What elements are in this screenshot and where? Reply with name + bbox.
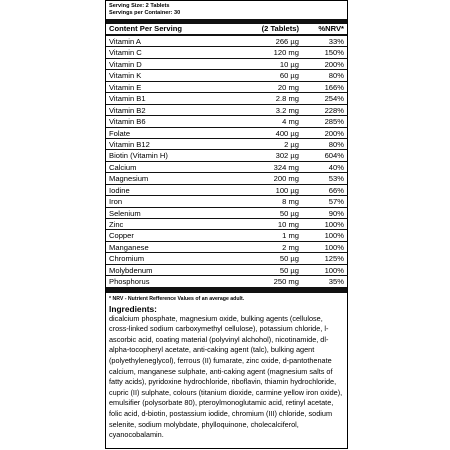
nutrient-nrv: 100%: [324, 265, 344, 275]
serving-info: [106, 1, 347, 17]
nutrient-amount: 8 mg: [282, 197, 299, 207]
nutrient-amount: 266 µg: [275, 37, 299, 46]
nutrient-name: Iron: [109, 197, 123, 207]
nutrient-amount: 1 mg: [282, 231, 299, 241]
nutrient-name: Zinc: [109, 220, 124, 229]
table-row: [106, 47, 347, 58]
table-row: [106, 162, 347, 173]
nutrient-amount: 324 mg: [273, 162, 299, 172]
ingredients-text: dicalcium phosphate, magnesium oxide, bulking agents (cellulose, cross-linked sodium carboxymethyl cellulose), potassium chloride, l-ascorbic acid, coating material (polyvinyl alchohol), nicotinamide, dl-alpha-tocopheryl acetate, anti-caking agent (talc), bulking agent (polyethyleneglycol), ferrous (II) fumarate, zinc oxide, d-pantothenate calcium, manganese sulphate, anti-caking agent (magnesium salts of fatty acids), pyridoxine hydrochloride, riboflavin, thiamin hydrochloride, cupric (II) sulphate, colours (titanium dioxide, carmine yellow iron oxide), emulsifier (polysorbate 80), pteroylmonoglutamic acid, retinyl acetate, folic acid, d-biotin, postassium iodide, chromium (III) chloride, sodium selenite, sodium molybdate, phylloquinone, cholecalciferol, cyanocobalamin.: [109, 313, 343, 440]
table-row: [106, 253, 347, 264]
nutrient-nrv: 33%: [328, 37, 344, 46]
nutrient-amount: 10 µg: [279, 59, 299, 69]
nutrient-amount: 50 µg: [279, 254, 299, 264]
nutrient-nrv: 100%: [324, 231, 344, 241]
nutrient-table: [106, 36, 347, 288]
nutrient-name: Biotin (Vitamin H): [109, 151, 168, 161]
nutrient-amount: 3.2 mg: [275, 105, 299, 115]
nutrient-name: Vitamin C: [109, 48, 142, 58]
nutrient-nrv: 57%: [328, 197, 344, 207]
nutrient-nrv: 80%: [328, 71, 344, 81]
nutrient-nrv: 100%: [324, 220, 344, 229]
nutrient-name: Calcium: [109, 162, 137, 172]
nutrient-amount: 60 µg: [279, 71, 299, 81]
nutrient-nrv: 66%: [328, 185, 344, 195]
table-row: [106, 93, 347, 104]
header-amount: (2 Tablets): [261, 24, 299, 33]
table-row: [106, 173, 347, 184]
nutrient-name: Vitamin B12: [109, 139, 150, 149]
table-row: [106, 82, 347, 93]
nutrient-nrv: 228%: [324, 105, 344, 115]
nutrient-amount: 250 mg: [273, 277, 299, 287]
nutrient-name: Vitamin A: [109, 37, 141, 46]
table-row: [106, 70, 347, 81]
supplement-facts-panel: [105, 0, 348, 449]
nutrient-nrv: 166%: [324, 82, 344, 92]
table-row: [106, 59, 347, 70]
nutrient-nrv: 100%: [324, 242, 344, 252]
table-row: [106, 185, 347, 196]
serving-size: Serving Size: 2 Tablets: [109, 3, 170, 9]
nutrient-name: Manganese: [109, 242, 149, 252]
nutrient-name: Vitamin D: [109, 59, 142, 69]
nutrient-nrv: 254%: [324, 94, 344, 104]
nutrient-amount: 10 mg: [277, 220, 299, 229]
table-row: [106, 150, 347, 161]
table-row: [106, 196, 347, 207]
nutrient-nrv: 150%: [324, 48, 344, 58]
table-row: [106, 116, 347, 127]
ingredients-title: Ingredients:: [109, 303, 157, 314]
nutrient-nrv: 285%: [324, 117, 344, 127]
nutrient-name: Vitamin E: [109, 82, 142, 92]
table-row: [106, 276, 347, 287]
nutrient-amount: 100 µg: [275, 185, 299, 195]
nutrient-nrv: 200%: [324, 128, 344, 138]
nutrient-name: Magnesium: [109, 174, 149, 184]
nutrient-name: Vitamin B1: [109, 94, 146, 104]
header-content: Content Per Serving: [109, 24, 182, 33]
nutrient-nrv: 40%: [328, 162, 344, 172]
nutrient-name: Copper: [109, 231, 134, 241]
nutrient-name: Vitamin K: [109, 71, 142, 81]
nutrient-nrv: 125%: [324, 254, 344, 264]
table-row: [106, 230, 347, 241]
nutrient-nrv: 35%: [328, 277, 344, 287]
nutrient-amount: 302 µg: [275, 151, 299, 161]
nutrient-nrv: 200%: [324, 59, 344, 69]
nutrient-nrv: 90%: [328, 208, 344, 218]
nutrient-nrv: 604%: [324, 151, 344, 161]
nutrient-amount: 2 µg: [284, 139, 299, 149]
nutrient-amount: 2 mg: [282, 242, 299, 252]
nutrient-amount: 50 µg: [279, 208, 299, 218]
nutrient-amount: 20 mg: [277, 82, 299, 92]
nutrient-name: Selenium: [109, 208, 141, 218]
nutrient-name: Molybdenum: [109, 265, 153, 275]
nutrient-nrv: 80%: [328, 139, 344, 149]
table-row: [106, 36, 347, 47]
nutrient-name: Vitamin B6: [109, 117, 146, 127]
table-row: [106, 242, 347, 253]
table-row: [106, 265, 347, 276]
nutrient-amount: 120 mg: [273, 48, 299, 58]
nutrient-amount: 200 mg: [273, 174, 299, 184]
nutrient-amount: 400 µg: [275, 128, 299, 138]
nutrient-name: Folate: [109, 128, 131, 138]
nutrient-amount: 50 µg: [279, 265, 299, 275]
table-row: [106, 208, 347, 219]
nrv-footnote: * NRV - Nutrient Refference Values of an average adult.: [109, 295, 245, 302]
header-nrv: %NRV*: [318, 24, 344, 33]
nutrient-name: Phosphorus: [109, 277, 150, 287]
nutrient-amount: 2.8 mg: [275, 94, 299, 104]
table-row: [106, 105, 347, 116]
nutrient-name: Vitamin B2: [109, 105, 146, 115]
table-row: [106, 139, 347, 150]
nutrient-name: Iodine: [109, 185, 130, 195]
table-row: [106, 128, 347, 139]
nutrient-name: Chromium: [109, 254, 145, 264]
nutrient-amount: 4 mg: [282, 117, 299, 127]
servings-per-container: Servings per Container: 30: [109, 10, 181, 16]
nutrient-nrv: 53%: [328, 174, 344, 184]
table-header: [106, 24, 347, 36]
table-row: [106, 219, 347, 230]
